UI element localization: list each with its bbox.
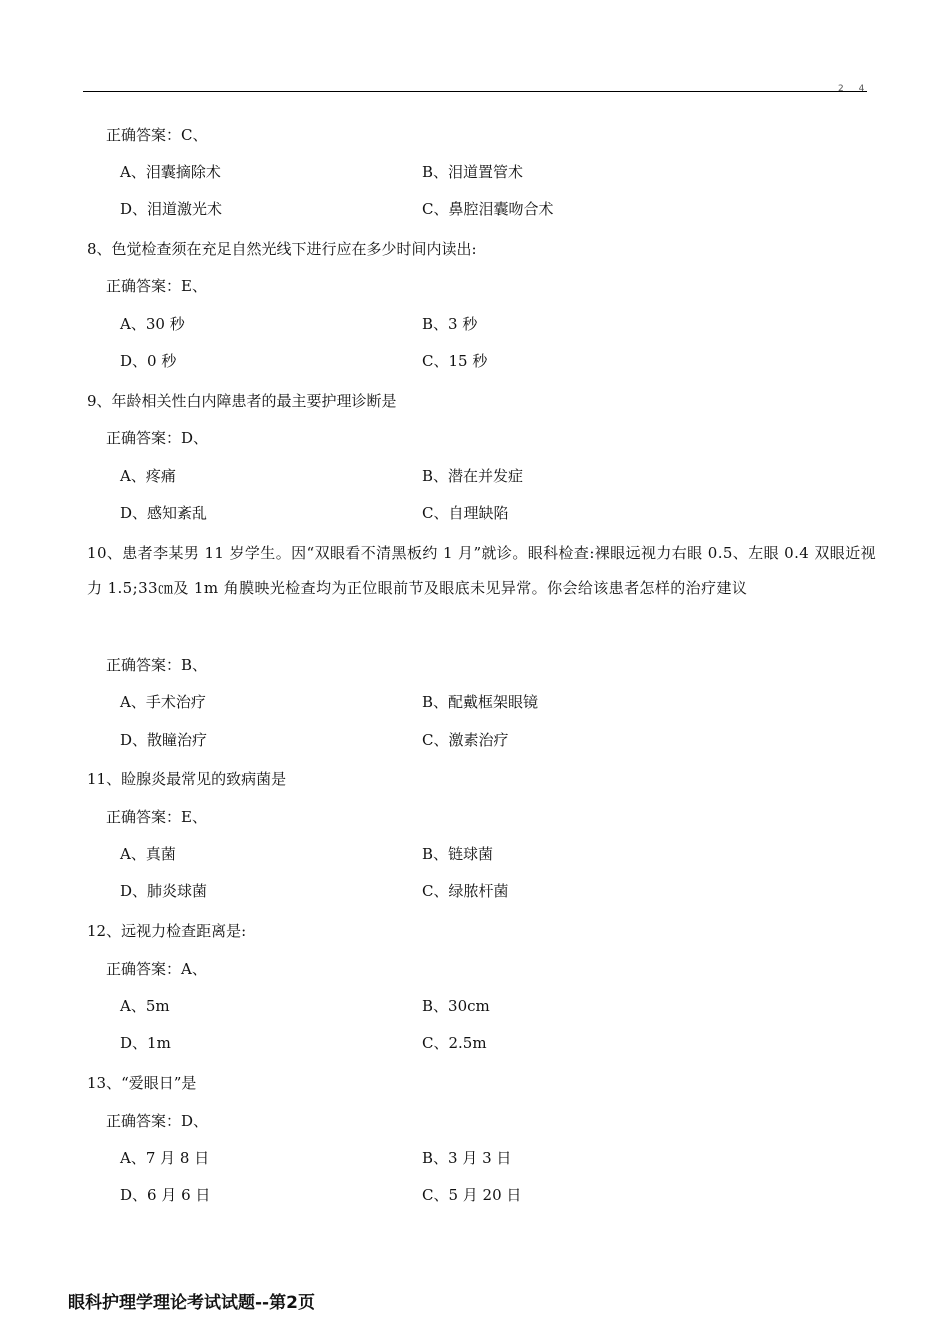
header-rule — [83, 91, 867, 92]
question-text: 10、患者李某男 11 岁学生。因“双眼看不清黑板约 1 月”就诊。眼科检查:裸眼远视力右眼 0.5、左眼 0.4 双眼近视力 1.5;33㎝及 1m 角膜映光检查均为正位眼前节及眼底未见异常。你会给该患者怎样的治疗建议 — [87, 544, 876, 597]
option-d: D、6 月 6 日 — [120, 1186, 211, 1204]
option-d: D、1m — [120, 1034, 171, 1052]
question-text: 11、睑腺炎最常见的致病菌是 — [87, 770, 287, 788]
option-c: C、鼻腔泪囊吻合术 — [422, 200, 554, 218]
option-c: C、自理缺陷 — [422, 504, 509, 522]
correct-answer: 正确答案：C、 — [106, 126, 208, 144]
correct-answer: 正确答案：A、 — [106, 960, 207, 978]
question-text: 8、色觉检查须在充足自然光线下进行应在多少时间内读出: — [87, 240, 477, 258]
option-b: B、潜在并发症 — [422, 467, 524, 485]
option-c: C、15 秒 — [422, 352, 488, 370]
option-b: B、配戴框架眼镜 — [422, 693, 539, 711]
option-c: C、绿脓杆菌 — [422, 882, 509, 900]
question-text: 12、远视力检查距离是: — [87, 922, 247, 940]
correct-answer: 正确答案：D、 — [106, 1112, 209, 1130]
correct-answer: 正确答案：E、 — [106, 808, 207, 826]
option-a: A、手术治疗 — [120, 693, 206, 711]
option-b: B、3 秒 — [422, 315, 478, 333]
option-b: B、泪道置管术 — [422, 163, 524, 181]
option-c: C、5 月 20 日 — [422, 1186, 522, 1204]
page-footer: 眼科护理学理论考试试题--第2页 — [68, 1293, 315, 1313]
option-a: A、真菌 — [120, 845, 176, 863]
option-a: A、疼痛 — [120, 467, 176, 485]
option-c: C、2.5m — [422, 1034, 487, 1052]
correct-answer: 正确答案：E、 — [106, 277, 207, 295]
question-text: 9、年龄相关性白内障患者的最主要护理诊断是 — [87, 392, 397, 410]
option-a: A、30 秒 — [120, 315, 185, 333]
option-d: D、肺炎球菌 — [120, 882, 208, 900]
correct-answer: 正确答案：B、 — [106, 656, 208, 674]
option-d: D、散瞳治疗 — [120, 731, 208, 749]
option-c: C、激素治疗 — [422, 731, 509, 749]
option-a: A、泪囊摘除术 — [120, 163, 221, 181]
question-text: 13、“爱眼日”是 — [87, 1074, 197, 1092]
option-d: D、感知紊乱 — [120, 504, 208, 522]
option-d: D、0 秒 — [120, 352, 177, 370]
option-d: D、泪道激光术 — [120, 200, 223, 218]
option-b: B、30cm — [422, 997, 490, 1015]
option-b: B、3 月 3 日 — [422, 1149, 512, 1167]
correct-answer: 正确答案：D、 — [106, 429, 209, 447]
option-b: B、链球菌 — [422, 845, 494, 863]
option-a: A、5m — [120, 997, 170, 1015]
page-mark: 2 4 — [838, 84, 871, 94]
option-a: A、7 月 8 日 — [120, 1149, 210, 1167]
